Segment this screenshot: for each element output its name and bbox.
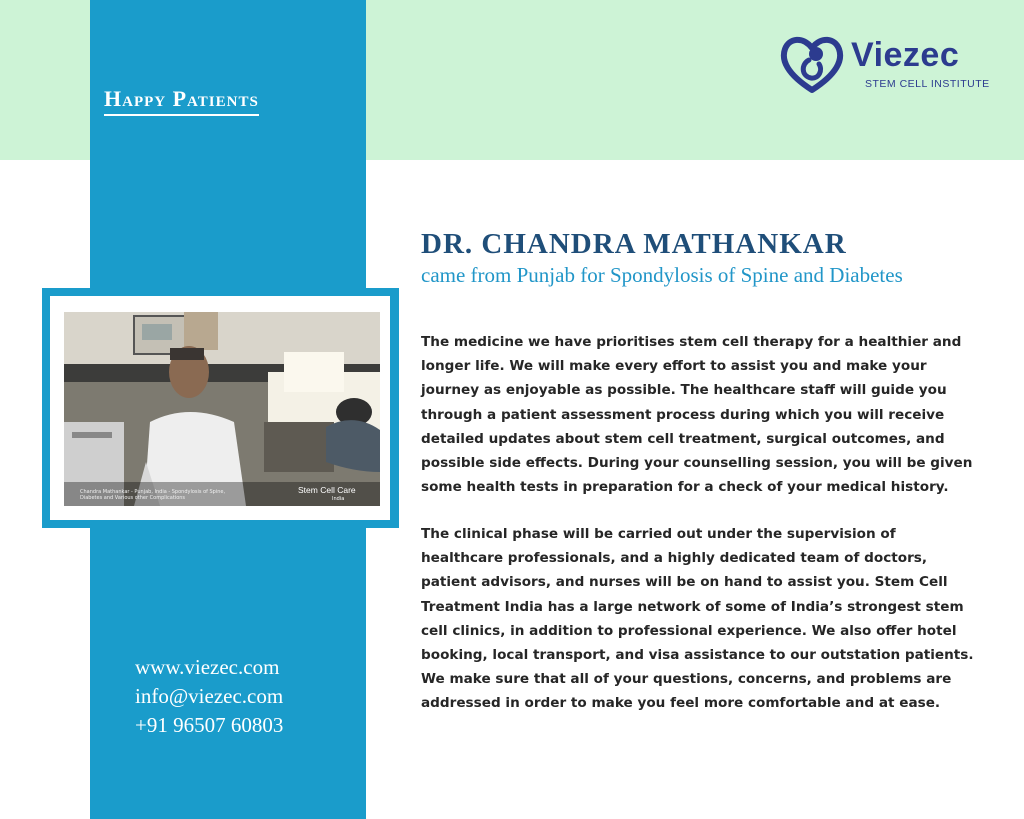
paragraph-line: addressed in order to make you feel more comfortable and at ease. — [421, 695, 941, 712]
section-heading: Happy Patients — [104, 84, 259, 116]
paragraph-line: healthcare professionals, and a highly dedicated team of doctors, — [421, 550, 928, 567]
photo-caption-line-2: Diabetes and Various other Complications — [80, 495, 186, 501]
body-paragraph-1 — [421, 330, 1009, 499]
paragraph-line: Treatment India has a large network of some of India’s strongest stem — [421, 598, 964, 615]
paragraph-line: longer life. We will make every effort to assist you and make your — [421, 358, 927, 375]
patient-photo — [64, 312, 380, 506]
fetus-heart-icon — [779, 34, 845, 94]
paragraph-line: The clinical phase will be carried out under the supervision of — [421, 526, 896, 542]
paragraph-line: patient advisors, and nurses will be on hand to assist you. Stem Cell — [421, 574, 948, 591]
body-paragraph-2 — [421, 522, 1009, 716]
paragraph-line: journey as enjoyable as possible. The healthcare staff will guide you — [421, 382, 947, 399]
doctor-name: DR. CHANDRA MATHANKAR — [421, 228, 847, 260]
paragraph-line: We make sure that all of your questions, concerns, and problems are — [421, 671, 952, 688]
email-link[interactable]: info@viezec.com — [135, 684, 284, 708]
doctor-subtitle: came from Punjab for Spondylosis of Spine and Diabetes — [421, 263, 903, 287]
paragraph-line: through a patient assessment process during which you will receive — [421, 406, 945, 423]
brand-name: Viezec — [851, 36, 960, 74]
brand-tagline: STEM CELL INSTITUTE — [865, 78, 990, 90]
phone-number[interactable]: +91 96507 60803 — [135, 713, 284, 737]
website-link[interactable]: www.viezec.com — [135, 655, 280, 679]
paragraph-line: possible side effects. During your counselling session, you will be given — [421, 455, 973, 472]
paragraph-line: booking, local transport, and visa assistance to our outstation patients. — [421, 647, 974, 664]
contact-block — [135, 653, 283, 740]
paragraph-line: The medicine we have prioritises stem cell therapy for a healthier and — [421, 334, 962, 350]
photo-caption-line-1: Chandra Mathankar - Punjab, India - Spondylosis of Spine, — [80, 489, 226, 495]
photo-watermark: Stem Cell Care — [298, 485, 356, 495]
paragraph-line: cell clinics, in addition to professional experience. We also offer hotel — [421, 622, 957, 639]
paragraph-line: detailed updates about stem cell treatment, surgical outcomes, and — [421, 430, 945, 447]
photo-watermark-sub: India — [332, 496, 345, 502]
brand-logo[interactable] — [779, 34, 999, 94]
paragraph-line: some health tests in preparation for a check of your medical history. — [421, 479, 949, 496]
